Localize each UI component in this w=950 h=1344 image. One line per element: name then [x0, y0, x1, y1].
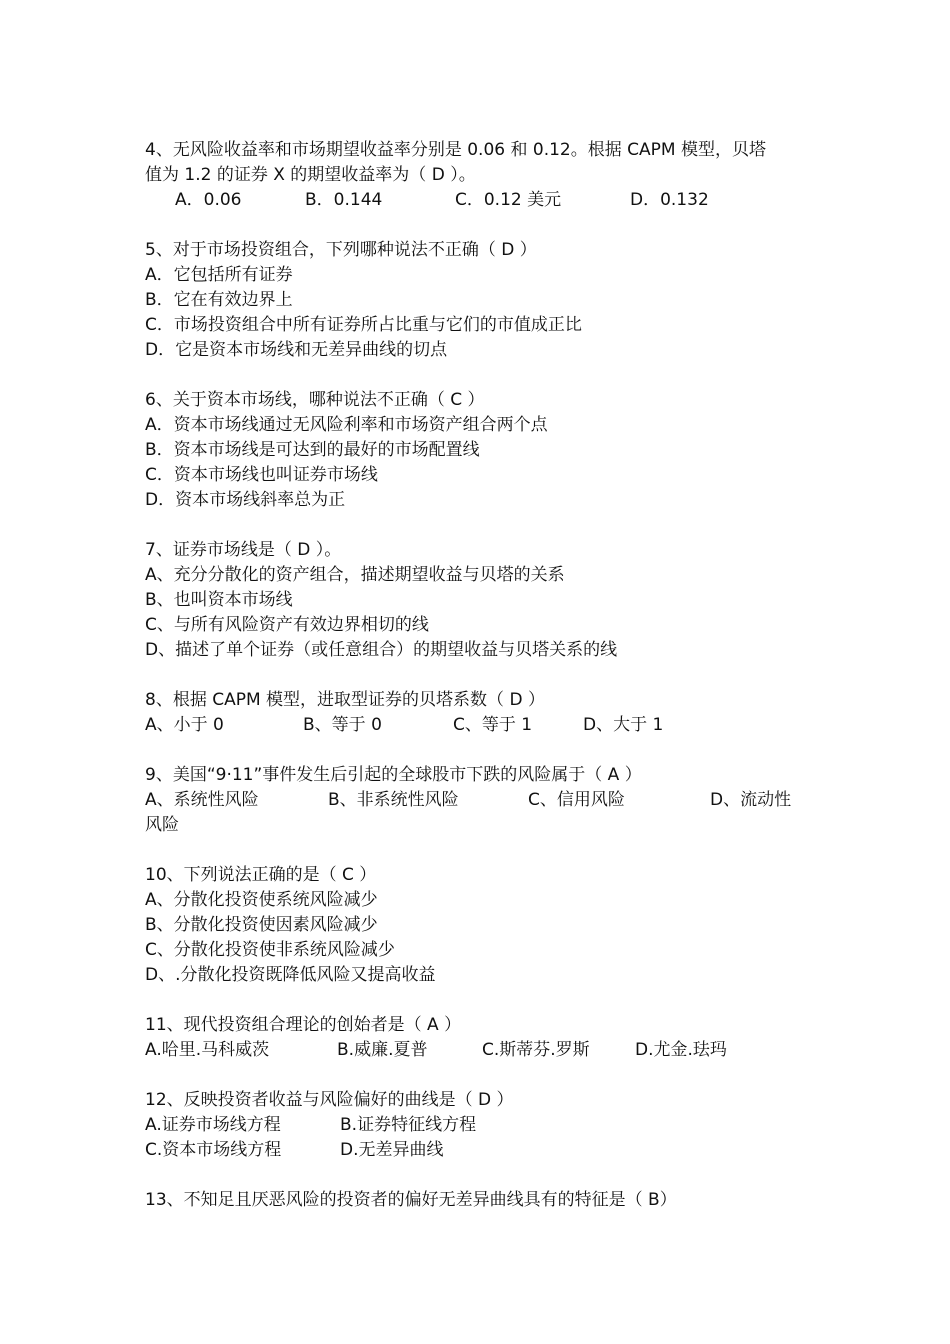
- option-c: C、等于 1: [453, 715, 533, 735]
- option-d: D、描述了单个证券（或任意组合）的期望收益与贝塔关系的线: [145, 640, 618, 660]
- options-row: [145, 788, 815, 813]
- option-a: A、小于 0: [145, 715, 224, 735]
- option-d-continued: 风险: [145, 815, 179, 835]
- option-a: A、分散化投资使系统风险减少: [145, 890, 378, 910]
- option-c: C.斯蒂芬.罗斯: [482, 1040, 590, 1060]
- option-b: B.证券特征线方程: [340, 1115, 477, 1135]
- question-13: [145, 1188, 815, 1213]
- option-d: D．0.132: [630, 190, 709, 210]
- options-row: [145, 1038, 815, 1063]
- option-a: A．它包括所有证券: [145, 265, 293, 285]
- question-stem: 12、反映投资者收益与风险偏好的曲线是（ D ）: [145, 1090, 514, 1110]
- option-b: B.威廉.夏普: [337, 1040, 428, 1060]
- option-d: D.尤金.珐玛: [635, 1040, 727, 1060]
- question-10: [145, 863, 815, 988]
- option-a: A.证券市场线方程: [145, 1115, 281, 1135]
- options-row: [145, 188, 815, 213]
- option-c: C．0.12 美元: [455, 190, 562, 210]
- question-11: [145, 1013, 815, 1063]
- question-6: [145, 388, 815, 513]
- options-row: [145, 1138, 815, 1163]
- option-c: C．资本市场线也叫证券市场线: [145, 465, 378, 485]
- option-d: D．它是资本市场线和无差异曲线的切点: [145, 340, 448, 360]
- option-d: D．资本市场线斜率总为正: [145, 490, 346, 510]
- option-a: A．0.06: [175, 190, 242, 210]
- question-stem: 5、对于市场投资组合，下列哪种说法不正确（ D ）: [145, 240, 537, 260]
- option-c: C.资本市场线方程: [145, 1140, 282, 1160]
- option-c: C．市场投资组合中所有证券所占比重与它们的市值成正比: [145, 315, 582, 335]
- options-row: [145, 713, 815, 738]
- question-stem: 8、根据 CAPM 模型，进取型证券的贝塔系数（ D ）: [145, 690, 545, 710]
- options-row: [145, 1113, 815, 1138]
- question-stem: 6、关于资本市场线，哪种说法不正确（ C ）: [145, 390, 485, 410]
- question-7: [145, 538, 815, 663]
- option-d: D、.分散化投资既降低风险又提高收益: [145, 965, 436, 985]
- question-stem: 7、证券市场线是（ D ）。: [145, 540, 342, 560]
- option-b: B、非系统性风险: [328, 790, 459, 810]
- option-d: D.无差异曲线: [340, 1140, 444, 1160]
- document-page: [145, 138, 815, 1238]
- option-d: D、流动性: [710, 790, 792, 810]
- option-a: A、系统性风险: [145, 790, 259, 810]
- option-a: A．资本市场线通过无风险利率和市场资产组合两个点: [145, 415, 548, 435]
- option-a: A.哈里.马科威茨: [145, 1040, 270, 1060]
- option-b: B．它在有效边界上: [145, 290, 293, 310]
- question-4: [145, 138, 815, 213]
- option-a: A、充分分散化的资产组合，描述期望收益与贝塔的关系: [145, 565, 565, 585]
- option-b: B、等于 0: [303, 715, 382, 735]
- option-b: B、分散化投资使因素风险减少: [145, 915, 378, 935]
- option-d: D、大于 1: [583, 715, 664, 735]
- question-stem: 10、下列说法正确的是（ C ）: [145, 865, 377, 885]
- question-stem: 4、无风险收益率和市场期望收益率分别是 0.06 和 0.12。根据 CAPM 模型，贝塔: [145, 140, 766, 160]
- option-b: B．0.144: [305, 190, 383, 210]
- question-12: [145, 1088, 815, 1163]
- option-c: C、信用风险: [528, 790, 625, 810]
- question-stem: 11、现代投资组合理论的创始者是（ A ）: [145, 1015, 462, 1035]
- question-8: [145, 688, 815, 738]
- option-c: C、与所有风险资产有效边界相切的线: [145, 615, 429, 635]
- option-c: C、分散化投资使非系统风险减少: [145, 940, 395, 960]
- question-stem: 值为 1.2 的证券 X 的期望收益率为（ D ）。: [145, 165, 476, 185]
- question-stem: 13、不知足且厌恶风险的投资者的偏好无差异曲线具有的特征是（ B）: [145, 1190, 677, 1210]
- question-stem: 9、美国“9·11”事件发生后引起的全球股市下跌的风险属于（ A ）: [145, 765, 642, 785]
- option-b: B、也叫资本市场线: [145, 590, 293, 610]
- question-5: [145, 238, 815, 363]
- option-b: B．资本市场线是可达到的最好的市场配置线: [145, 440, 480, 460]
- question-9: [145, 763, 815, 838]
